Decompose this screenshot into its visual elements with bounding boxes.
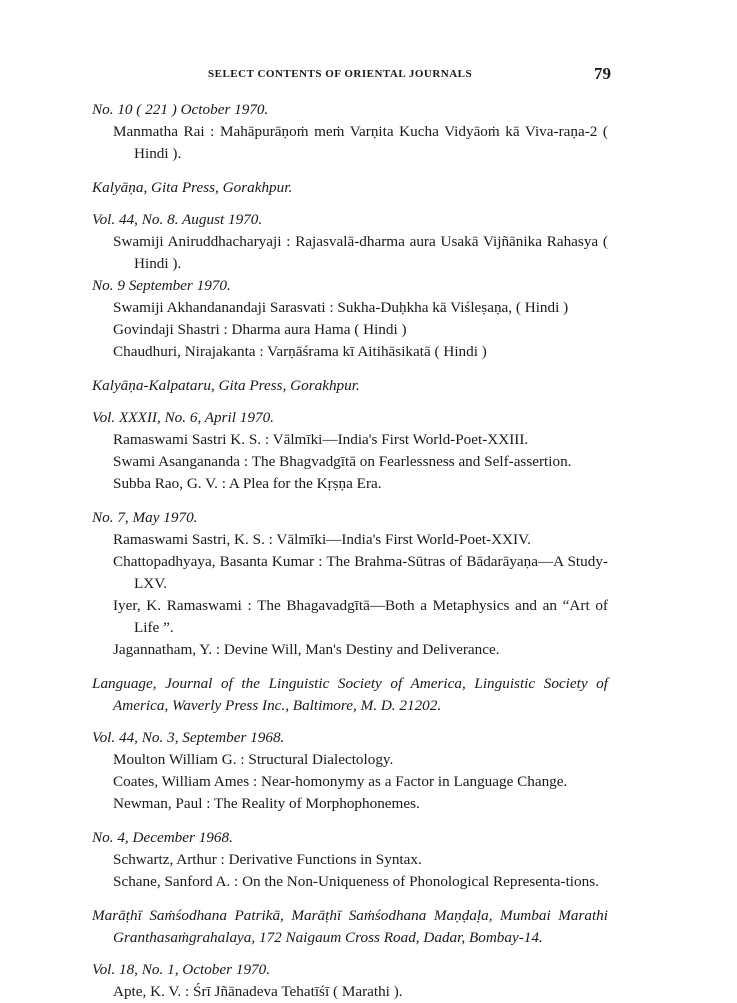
article-entry: Chattopadhyaya, Basanta Kumar : The Brahma-Sūtras of Bādarāyaṇa—A Study-LXV. [113,553,608,592]
spacer [92,199,608,209]
issue-heading: Vol. 44, No. 8. August 1970. [92,211,263,228]
issue-heading: Vol. 18, No. 1, October 1970. [92,961,271,978]
article-entry: Swamiji Aniruddhacharyaji : Rajasvalā-dharma aura Usakā Vijñānika Rahasya ( Hindi ). [113,233,608,272]
running-title: SELECT CONTENTS OF ORIENTAL JOURNALS [208,68,473,80]
article-entry: Jagannatham, Y. : Devine Will, Man's Destiny and Deliverance. [113,641,500,658]
issue-heading: No. 4, December 1968. [92,829,233,846]
journal-contents [92,99,608,1003]
article-entry: Govindaji Shastri : Dharma aura Hama ( Hindi ) [113,321,407,338]
article-entry: Moulton William G. : Structural Dialectology. [113,751,394,768]
article-entry: Newman, Paul : The Reality of Morphophonemes. [113,795,420,812]
issue-heading: No. 10 ( 221 ) October 1970. [92,101,269,118]
spacer [92,815,608,827]
article-entry: Schwartz, Arthur : Derivative Functions in Syntax. [113,851,422,868]
spacer [92,495,608,507]
spacer [92,893,608,905]
article-entry: Subba Rao, G. V. : A Plea for the Kṛṣṇa Era. [113,475,382,492]
article-entry: Iyer, K. Ramaswami : The Bhagavadgītā—Both a Metaphysics and an “Art of Life ”. [113,597,608,636]
spacer [92,397,608,407]
article-entry: Coates, William Ames : Near-homonymy as a Factor in Language Change. [113,773,568,790]
article-entry: Swami Asanganandа : The Bhagvadgītā on Fearlessness and Self-assertion. [113,453,572,470]
spacer [92,717,608,727]
spacer [92,363,608,375]
article-entry: Manmatha Rai : Mahāpurāṇoṁ meṁ Varṇita Kucha Vidyāoṁ kā Viva-raṇa-2 ( Hindi ). [113,123,608,162]
issue-heading: Vol. XXXII, No. 6, April 1970. [92,409,274,426]
spacer [92,165,608,177]
issue-heading: Vol. 44, No. 3, September 1968. [92,729,285,746]
journal-source: Kalyāṇa-Kalpataru, Gita Press, Gorakhpur. [92,377,360,394]
article-entry: Swamiji Akhandanandaji Sarasvati : Sukha-Duḥkha kā Viśleṣaṇa, ( Hindi ) [113,299,569,316]
journal-source: Marāṭhī Saṁśodhana Patrikā, Marāṭhī Saṁśodhana Maṇḍaḷa, Mumbai Marathi Granthasaṁgrahalaya, 172 Naigaum Cross Road, Dadar, Bombay-14. [92,907,608,946]
spacer [92,661,608,673]
article-entry: Schane, Sanford A. : On the Non-Uniqueness of Phonological Representa-tions. [113,873,599,890]
article-entry: Chaudhuri, Nirajakanta : Varṇāśrama kī Aitihāsikatā ( Hindi ) [113,343,487,360]
journal-source: Kalyāṇa, Gita Press, Gorakhpur. [92,179,293,196]
article-entry: Ramaswami Sastri, K. S. : Vālmīki—India's First World-Poet-XXIV. [113,531,531,548]
issue-heading: No. 7, May 1970. [92,509,198,526]
journal-source: Language, Journal of the Linguistic Society of America, Linguistic Society of America, Waverly Press Inc., Baltimore, M. D. 21202. [92,675,608,714]
issue-heading: No. 9 September 1970. [92,277,231,294]
article-entry: Apte, K. V. : Śrī Jñānadeva Tehatīśī ( Marathi ). [113,983,403,1000]
spacer [92,949,608,959]
article-entry: Ramaswami Sastri K. S. : Vālmīki—India's First World-Poet-XXIII. [113,431,529,448]
page-number: 79 [594,64,611,83]
